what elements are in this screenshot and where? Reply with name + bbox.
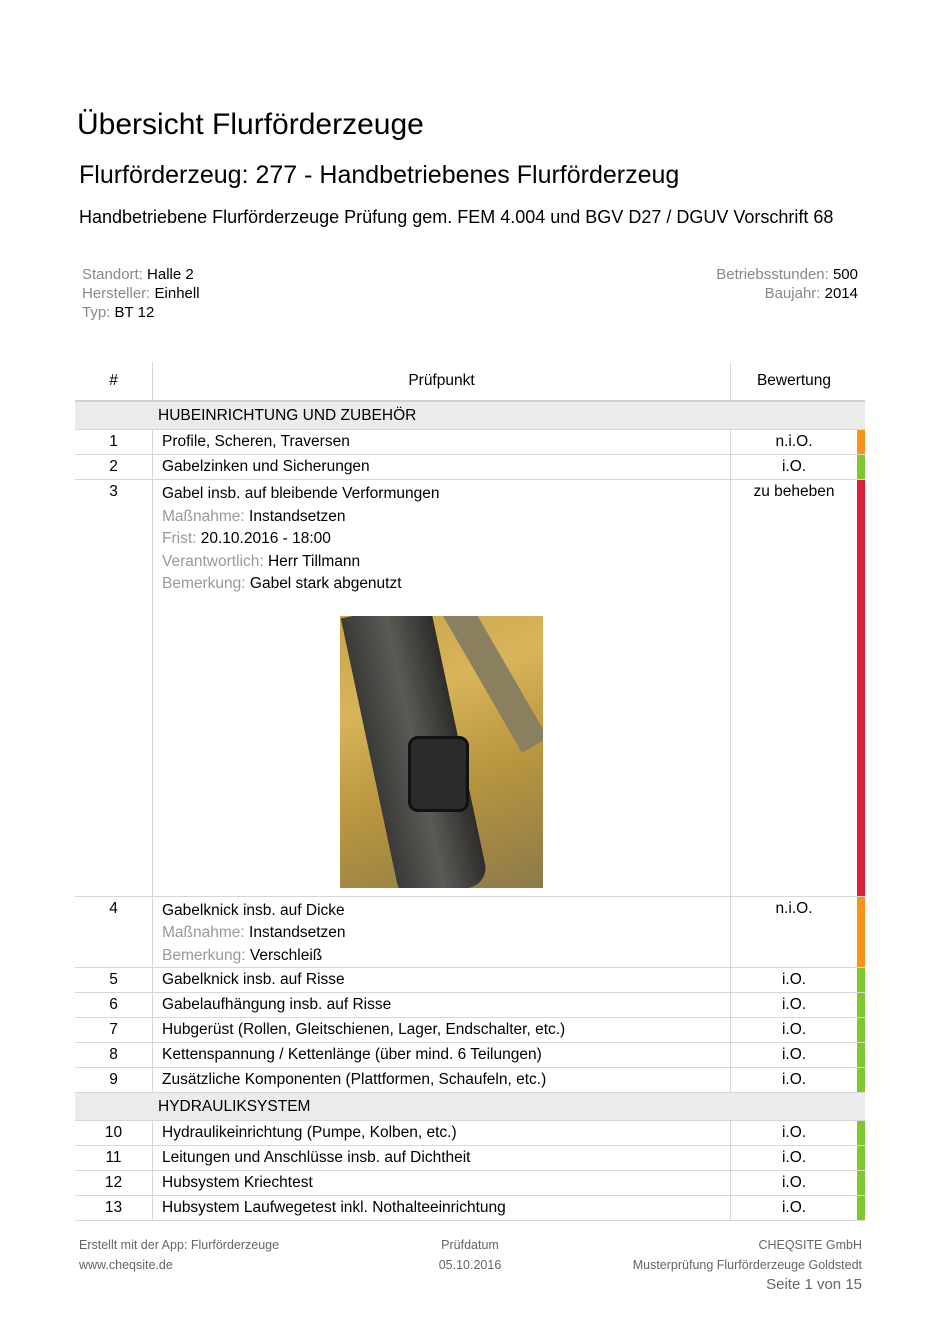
frist-line xyxy=(162,528,730,551)
hersteller-label: Hersteller: xyxy=(82,285,151,302)
footer-project: Musterprüfung Flurförderzeuge Goldstedt xyxy=(632,1258,862,1272)
row-item xyxy=(153,1196,731,1220)
row-evaluation: i.O. xyxy=(781,1174,807,1191)
status-bar xyxy=(857,1068,865,1092)
status-bar xyxy=(857,968,865,992)
row-evaluation: i.O. xyxy=(781,1071,807,1088)
meta-right xyxy=(716,265,858,303)
footer-created: Erstellt mit der App: Flurförderzeuge xyxy=(79,1238,280,1252)
item-text: Gabelknick insb. auf Risse xyxy=(162,971,345,988)
row-number: 10 xyxy=(75,1121,153,1145)
item-text: Leitungen und Anschlüsse insb. auf Dichtheit xyxy=(162,1149,471,1166)
header-eval: Bewertung xyxy=(756,372,832,389)
bemerkung-value: Verschleiß xyxy=(249,946,323,964)
bemerkung-line xyxy=(162,573,730,596)
status-bar xyxy=(857,455,865,479)
row-evaluation: zu beheben xyxy=(753,483,835,500)
table-row xyxy=(75,480,865,897)
page-title: Übersicht Flurförderzeuge xyxy=(77,108,424,141)
row-item xyxy=(153,1121,731,1145)
item-text: Kettenspannung / Kettenlänge (über mind. 6 Teilungen) xyxy=(162,1046,542,1063)
meta-left xyxy=(82,265,200,322)
row-number: 8 xyxy=(75,1043,153,1067)
inspection-table xyxy=(75,362,865,1221)
status-bar xyxy=(857,993,865,1017)
table-row xyxy=(75,430,865,455)
row-evaluation: i.O. xyxy=(781,1124,807,1141)
footer-date-label: Prüfdatum xyxy=(441,1238,499,1252)
massnahme-line xyxy=(162,922,730,945)
page-number: Seite 1 von 15 xyxy=(766,1276,862,1293)
status-bar xyxy=(857,1146,865,1170)
row-evaluation: i.O. xyxy=(781,996,807,1013)
row-evaluation: i.O. xyxy=(781,1046,807,1063)
footer-website[interactable]: www.cheqsite.de xyxy=(79,1258,173,1272)
table-row xyxy=(75,1196,865,1221)
row-evaluation: n.i.O. xyxy=(775,433,813,450)
row-number: 3 xyxy=(75,480,153,896)
status-bar xyxy=(857,1171,865,1195)
table-row xyxy=(75,1146,865,1171)
table-header xyxy=(75,362,865,402)
footer-middle xyxy=(438,1235,502,1275)
row-item xyxy=(153,1171,731,1195)
footer-right xyxy=(633,1235,862,1275)
verantwortlich-label: Verantwortlich: xyxy=(162,552,264,570)
status-bar xyxy=(857,1043,865,1067)
row-item xyxy=(153,430,731,454)
bemerkung-label: Bemerkung: xyxy=(162,946,246,964)
status-bar xyxy=(857,1196,865,1220)
row-item xyxy=(153,455,731,479)
row-evaluation: i.O. xyxy=(781,1149,807,1166)
status-bar xyxy=(857,1121,865,1145)
inspection-description: Handbetriebene Flurförderzeuge Prüfung gem. FEM 4.004 und BGV D27 / DGUV Vorschrift 68 xyxy=(79,207,834,227)
row-item xyxy=(153,480,731,896)
row-number: 7 xyxy=(75,1018,153,1042)
row-item xyxy=(153,968,731,992)
row-evaluation: i.O. xyxy=(781,1021,807,1038)
massnahme-line xyxy=(162,506,730,529)
verantwortlich-value: Herr Tillmann xyxy=(267,552,361,570)
stunden-label: Betriebsstunden: xyxy=(716,266,829,283)
table-row xyxy=(75,1171,865,1196)
row-number: 12 xyxy=(75,1171,153,1195)
row-number: 11 xyxy=(75,1146,153,1170)
status-bar xyxy=(857,1018,865,1042)
row-evaluation: i.O. xyxy=(781,458,807,475)
footer-date: 05.10.2016 xyxy=(438,1258,502,1272)
status-bar xyxy=(857,480,865,896)
footer-left xyxy=(79,1235,279,1275)
row-item xyxy=(153,1043,731,1067)
row-number: 13 xyxy=(75,1196,153,1220)
table-row xyxy=(75,897,865,969)
verantwortlich-line xyxy=(162,551,730,574)
bemerkung-line xyxy=(162,945,730,968)
row-item xyxy=(153,1018,731,1042)
massnahme-label: Maßnahme: xyxy=(162,924,245,941)
row-evaluation: n.i.O. xyxy=(775,899,813,917)
vehicle-title: Flurförderzeug: 277 - Handbetriebenes Flurförderzeug xyxy=(79,161,680,189)
row-item xyxy=(153,897,731,968)
item-text: Hubsystem Kriechtest xyxy=(162,1174,313,1191)
table-row xyxy=(75,1068,865,1093)
row-number: 4 xyxy=(75,897,153,968)
row-number: 1 xyxy=(75,430,153,454)
table-row xyxy=(75,1043,865,1068)
table-row xyxy=(75,455,865,480)
massnahme-value: Instandsetzen xyxy=(249,507,346,525)
stunden-value: 500 xyxy=(832,266,858,283)
row-item xyxy=(153,1146,731,1170)
item-text: Gabelzinken und Sicherungen xyxy=(162,458,370,475)
item-text: Profile, Scheren, Traversen xyxy=(162,433,350,450)
standort-label: Standort: xyxy=(82,266,143,283)
bemerkung-value: Gabel stark abgenutzt xyxy=(249,575,402,592)
row-number: 5 xyxy=(75,968,153,992)
row-item xyxy=(153,993,731,1017)
item-text: Gabelknick insb. auf Dicke xyxy=(162,901,345,919)
item-text: Hubgerüst (Rollen, Gleitschienen, Lager, Endschalter, etc.) xyxy=(162,1021,566,1038)
row-number: 9 xyxy=(75,1068,153,1092)
table-row xyxy=(75,1121,865,1146)
item-text: Hydraulikeinrichtung (Pumpe, Kolben, etc.) xyxy=(162,1124,457,1141)
header-num: # xyxy=(75,362,153,400)
typ-value: BT 12 xyxy=(114,304,155,321)
fork-photo xyxy=(340,616,543,888)
baujahr-value: 2014 xyxy=(824,285,858,302)
footer-company: CHEQSITE GmbH xyxy=(758,1238,862,1252)
massnahme-value: Instandsetzen xyxy=(249,924,346,941)
row-number: 2 xyxy=(75,455,153,479)
frist-label: Frist: xyxy=(162,530,197,547)
status-bar xyxy=(857,897,865,968)
table-row xyxy=(75,993,865,1018)
section-row: HUBEINRICHTUNG UND ZUBEHÖR xyxy=(75,402,865,430)
row-item xyxy=(153,1068,731,1092)
item-text: Zusätzliche Komponenten (Plattformen, Schaufeln, etc.) xyxy=(162,1071,547,1088)
typ-label: Typ: xyxy=(82,304,111,321)
item-text: Gabelaufhängung insb. auf Risse xyxy=(162,996,392,1013)
header-item: Prüfpunkt xyxy=(153,362,731,400)
frist-value: 20.10.2016 - 18:00 xyxy=(200,530,331,547)
baujahr-label: Baujahr: xyxy=(764,285,821,302)
status-bar xyxy=(857,430,865,454)
row-evaluation: i.O. xyxy=(781,971,807,988)
table-row xyxy=(75,968,865,993)
bemerkung-label: Bemerkung: xyxy=(162,575,246,592)
standort-value: Halle 2 xyxy=(147,266,194,283)
hersteller-value: Einhell xyxy=(154,285,200,302)
item-text: Hubsystem Laufwegetest inkl. Nothalteeinrichtung xyxy=(162,1199,506,1216)
row-evaluation: i.O. xyxy=(781,1199,807,1216)
item-text: Gabel insb. auf bleibende Verformungen xyxy=(162,485,440,502)
table-row xyxy=(75,1018,865,1043)
section-row: HYDRAULIKSYSTEM xyxy=(75,1093,865,1121)
massnahme-label: Maßnahme: xyxy=(162,507,245,525)
row-number: 6 xyxy=(75,993,153,1017)
